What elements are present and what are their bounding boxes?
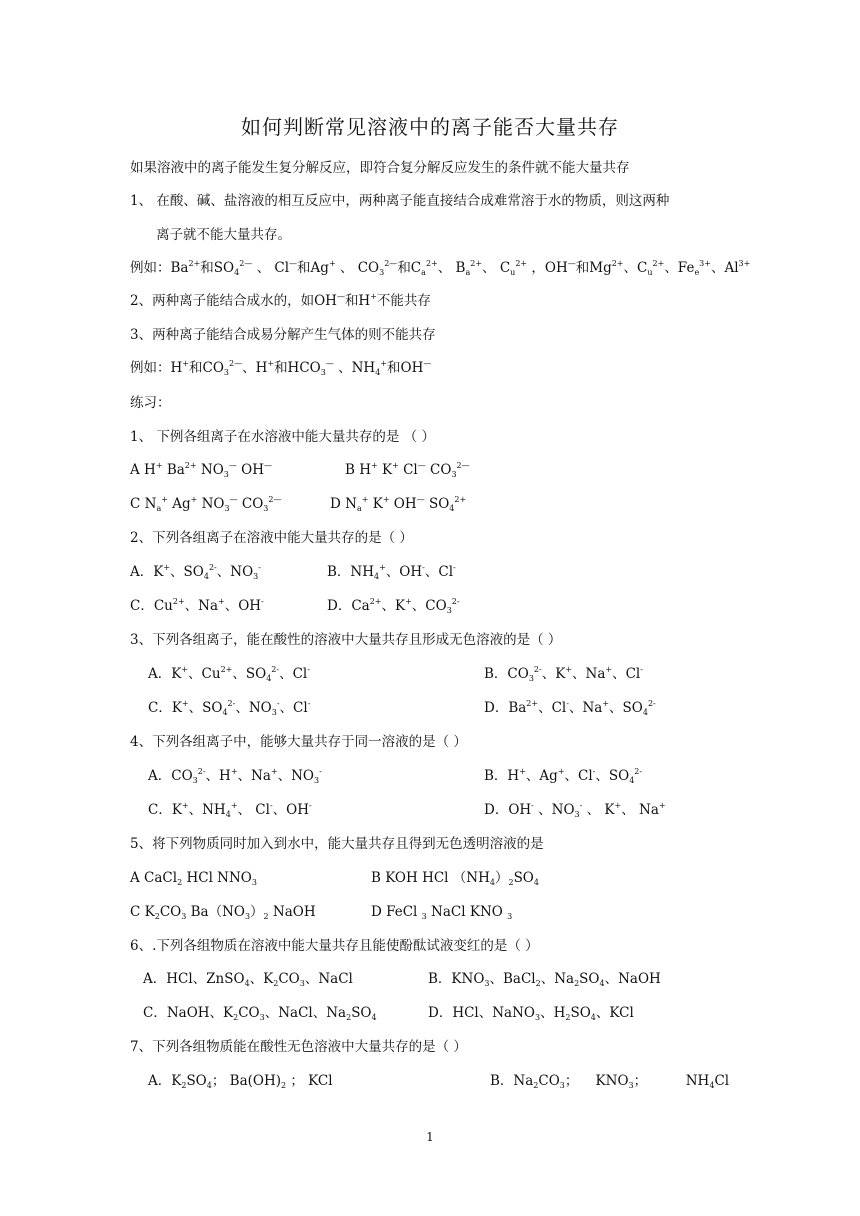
question-3-option-c: C．K+、$SO_4^{2-}$、$NO_3^-$、Cl- [148,699,311,717]
question-1-stem: 1、 下例各组离子在水溶液中能大量共存的是 （ ） [130,429,435,445]
question-2-option-b: B．$NH_4^+$、OH-、Cl- [327,563,456,581]
question-3-option-d: D．$Ba^{2+}$、Cl-、Na+、$SO_4^{2-}$ [484,699,656,717]
question-6-option-d: D．HCl、NaNO$_3$、$H_2SO_4$、KCl [428,1005,634,1022]
question-7-option-a: A．$K_2SO_4$； $Ba(OH)_2$ ； KCl [148,1073,333,1090]
practice-label: 练习： [130,395,171,411]
question-2-option-d: D．$Ca^{2+}$、K+、$CO_3^{2-}$ [327,597,460,615]
question-2-option-c: C．$Cu^{2+}$、Na+、OH- [130,597,264,614]
question-5-stem: 5、将下列物质同时加入到水中，能大量共存且得到无色透明溶液的是 [130,836,544,852]
question-7-stem: 7、下列各组物质能在酸性无色溶液中大量共存的是（ ） [130,1039,467,1055]
rule-1-cont: 离子就不能大量共存。 [156,227,291,243]
question-6-option-c: C．NaOH、$K_2CO_3$、NaCl、$Na_2SO_4$ [143,1005,377,1022]
question-7-option-b: B．$Na_2CO_3$； $KNO_3$； $NH_4Cl$ [490,1073,730,1090]
intro-text: 如果溶液中的离子能发生复分解反应，即符合复分解反应发生的条件就不能大量共存 [130,160,630,176]
question-6-option-a: A．HCl、ZnSO$_4$、$K_2CO_3$、NaCl [143,971,353,988]
question-2-option-a: A．K+、$SO_4^{2-}$、$NO_3^-$ [130,563,261,581]
question-4-option-c: C．K+、$NH_4^+$、 Cl-、OH- [148,801,312,819]
question-1-option-d: D $N_a^+$ K+ OH— $SO_4^{2+}$ [330,495,467,513]
page-number: 1 [426,1130,434,1144]
page-title: 如何判断常见溶液中的离子能否大量共存 [241,115,619,139]
question-2-stem: 2、下列各组离子在溶液中能大量共存的是（ ） [130,530,413,546]
example-1: 例如：$Ba^{2+}$和$SO_4^{2—}$ 、 Cl—和Ag+ 、 $CO_3^{2—}$和$C_a^{2+}$、 $B_a^{2+}$、 $C_u^{2+}$ ，OH—和$Mg^{2+}$、$C_u^{2+}$、$Fe_e^{3+}$、$Al^{3+}$ [130,259,751,277]
rule-3: 3、两种离子能结合成易分解产生气体的则不能共存 [130,327,436,343]
question-5-option-a: A CaCl$_2$ HCl $NNO_3$ [130,870,257,887]
question-3-option-b: B．$CO_3^{2-}$、K+、Na+、Cl- [484,665,643,683]
question-4-stem: 4、下列各组离子中，能够大量共存于同一溶液的是（ ） [130,734,467,750]
question-1-option-a: A H+ $Ba^{2+}$ $NO_3^—$ OH— [130,461,272,479]
question-1-option-b: B H+ K+ Cl— $CO_3^{2—}$ [345,461,470,479]
question-4-option-d: D．OH- 、$NO_3^-$ 、 K+、 Na+ [484,801,666,819]
rule-2: 2、两种离子能结合成水的，如OH—和H+不能共存 [130,292,431,309]
rule-1: 1、 在酸、碱、盐溶液的相互反应中，两种离子能直接结合成难常溶于水的物质，则这两种 [130,193,670,209]
question-3-option-a: A．K+、$Cu^{2+}$、$SO_4^{2-}$、Cl- [148,665,310,683]
question-5-option-c: C $K_2CO_3$ $Ba(NO_3)_2$ NaOH [130,904,316,921]
question-6-stem: 6、.下列各组物质在溶液中能大量共存且能使酚酞试液变红的是（ ） [130,938,539,954]
question-4-option-b: B．H+、Ag+、Cl-、$SO_4^{2-}$ [484,767,643,785]
question-6-option-b: B．$KNO_3$、BaCl$_2$、$Na_2SO_4$、NaOH [428,971,661,988]
example-2: 例如：H+和$CO_3^{2—}$、H+和$HCO_3^—$ 、$NH_4^+$和OH— [130,359,432,377]
question-4-option-a: A．$CO_3^{2-}$、H+、Na+、$NO_3^-$ [148,767,322,785]
question-5-option-b: B KOH HCl $(NH_4)_2SO_4$ [371,870,539,887]
question-1-option-c: C $N_a^+$ Ag+ $NO_3^—$ $CO_3^{2—}$ [130,495,282,513]
question-5-option-d: D FeCl $_3$ NaCl KNO $_3$ [371,904,513,921]
question-3-stem: 3、下列各组离子，能在酸性的溶液中大量共存且形成无色溶液的是（ ） [130,632,562,648]
